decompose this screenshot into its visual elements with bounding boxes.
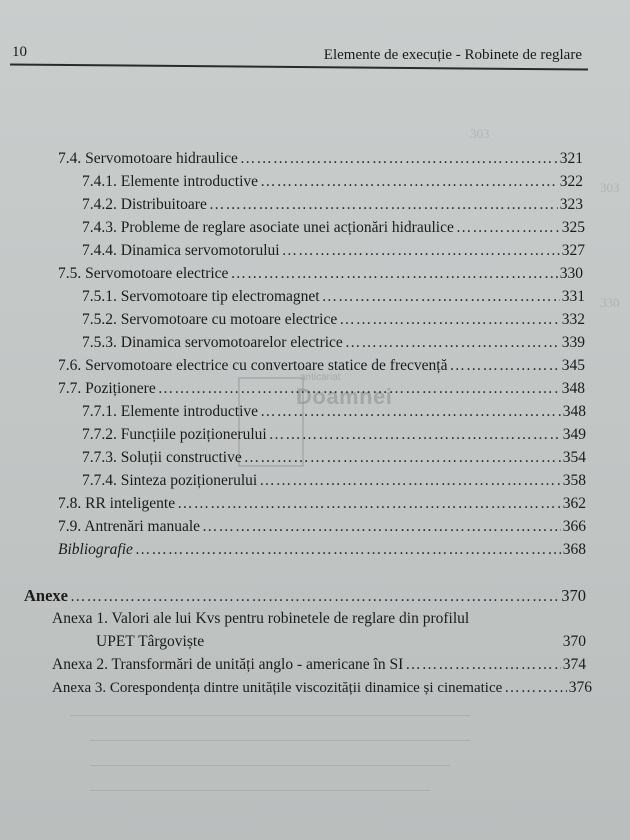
toc-entry-7-7-4: 7.7.4. Sinteza poziționerului ………………………………………………………………………………………………………………………………………………………………………… 358 [82,472,586,494]
toc-entry-7-5: 7.5. Servomotoare electrice ………………………………………………………………………………………………………………………………………………………………………… 330 [58,265,583,287]
bleed-through-line [90,740,470,741]
bleed-through-text: 303 [470,126,490,141]
bleed-through-text: 303 [600,180,620,195]
toc-entry-bibliografie: Bibliografie ………………………………………………………………………………………………………………………………………………………………………… 368 [58,541,586,563]
toc-entry-7-8: 7.8. RR inteligente ………………………………………………………………………………………………………………………………………………………………………… 362 [58,495,586,517]
toc-entry-7-4-2: 7.4.2. Distribuitoare ………………………………………………………………………………………………………………………………………………………………………… 323 [82,196,583,218]
toc-entry-7-4-3: 7.4.3. Probleme de reglare asociate unei acționări hidraulice ………………………………………………………………………………………………………………………………………………………………………… 325 [82,219,585,241]
toc-entry-7-6: 7.6. Servomotoare electrice cu convertoare statice de frecvență ………………………………………………………………………………………………………………………………………………………………………… 345 [58,357,585,379]
toc-entry-anexa-2: Anexa 2. Transformări de unități anglo - americane în SI ………………………………………………………………………………………………………………………………………………………………………… 374 [52,656,586,678]
toc-entry-7-5-2: 7.5.2. Servomotoare cu motoare electrice ………………………………………………………………………………………………………………………………………………………………………… 332 [82,311,585,333]
toc-entry-anexa-1-cont: UPET Târgoviște 370 [96,633,586,650]
toc-entry-7-5-3: 7.5.3. Dinamica servomotoarelor electrice ………………………………………………………………………………………………………………………………………………………………………… 339 [82,334,585,356]
page-number: 10 [12,44,27,60]
toc-entry-7-4: 7.4. Servomotoare hidraulice ………………………………………………………………………………………………………………………………………………………………………… 321 [58,150,583,172]
bleed-through-line [70,715,470,716]
toc-entry-7-4-1: 7.4.1. Elemente introductive ………………………………………………………………………………………………………………………………………………………………………… 322 [82,173,583,195]
toc-entry-anexe: Anexe ………………………………………………………………………………………………………………………………………………………………………… 370 [24,586,586,608]
toc-entry-7-7-2: 7.7.2. Funcțiile poziționerului ………………………………………………………………………………………………………………………………………………………………………… 349 [82,426,586,448]
running-title: Elemente de execuție - Robinete de reglare [323,47,582,63]
watermark-brand-text: Doamnei [296,384,393,409]
toc-entry-7-4-4: 7.4.4. Dinamica servomotorului ………………………………………………………………………………………………………………………………………………………………………… 327 [82,242,585,264]
header-rule [10,63,588,70]
bleed-through-text: 330 [600,295,620,310]
toc-entry-7-7: 7.7. Poziționere ………………………………………………………………………………………………………………………………………………………………………… 348 [58,380,585,402]
toc-entry-7-5-1: 7.5.1. Servomotoare tip electromagnet ………………………………………………………………………………………………………………………………………………………………………… 331 [82,288,585,310]
toc-entry-anexa-3: Anexa 3. Corespondența dintre unitățile viscozității dinamice și cinematice ………………………………………………………………………………………………………………………………………………………………………… 376 [52,679,592,701]
toc-entry-7-7-1: 7.7.1. Elemente introductive ………………………………………………………………………………………………………………………………………………………………………… 348 [82,403,586,425]
watermark-small-text: anticariat [300,372,341,383]
bleed-through-line [90,765,450,766]
toc-entry-7-7-3: 7.7.3. Soluții constructive ………………………………………………………………………………………………………………………………………………………………………… 354 [82,449,586,471]
toc-entry-anexa-1: Anexa 1. Valori ale lui Kvs pentru robinetele de reglare din profilul [52,610,470,627]
toc-entry-7-9: 7.9. Antrenări manuale ………………………………………………………………………………………………………………………………………………………………………… 366 [58,518,586,540]
bleed-through-line [90,790,430,791]
